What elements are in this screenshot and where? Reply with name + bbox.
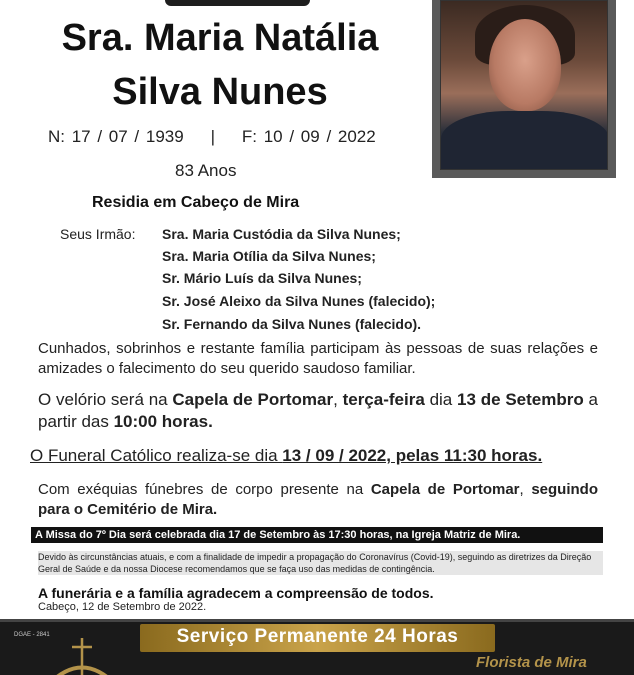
birth-death-dates: N: 17 / 07 / 1939 | F: 10 / 09 / 2022 [48, 127, 376, 146]
deceased-name-line1: Sra. Maria Natália [61, 17, 379, 59]
sibling-name: Sra. Maria Otília da Silva Nunes; [162, 248, 376, 264]
top-decorative-bar [165, 0, 310, 6]
florist-name: Florista de Mira [476, 654, 587, 671]
portrait-frame [432, 0, 616, 178]
sibling-name: Sra. Maria Custódia da Silva Nunes; [162, 226, 401, 242]
residence: Residia em Cabeço de Mira [92, 194, 300, 211]
sibling-name: Sr. José Aleixo da Silva Nunes (falecido); [162, 293, 436, 309]
place-date: Cabeço, 12 de Setembro de 2022. [38, 601, 207, 613]
siblings-label: Seus Irmão: [60, 226, 136, 242]
burial-notice: Com exéquias fúnebres de corpo presente na Capela de Portomar, seguindo para o Cemitério de Mira. [38, 481, 598, 518]
dgae-license: DGAE - 2841 [14, 632, 50, 638]
deceased-name-line2: Silva Nunes [112, 71, 328, 113]
sibling-name: Sr. Fernando da Silva Nunes (falecido). [162, 316, 422, 332]
thanks-message: A funerária e a família agradecem a compreensão de todos. [38, 585, 434, 601]
family-notice: Cunhados, sobrinhos e restante família participam às pessoas de suas relações e amizades o falecimento do seu querido saudoso familiar. [38, 340, 598, 377]
service-text: Serviço Permanente 24 Horas [176, 626, 459, 647]
covid-notice: Devido às circunstâncias atuais, e com a finalidade de impedir a propagação do Coronavírus (Covid-19), seguindo as diretrizes da Direção Geral de Saúde e da nossa Diocese recomendamos que se faça uso das medidas de contingência. [38, 551, 603, 575]
portrait-photo [440, 0, 608, 170]
sibling-name: Sr. Mário Luís da Silva Nunes; [162, 270, 362, 286]
wake-notice: O velório será na Capela de Portomar, terça-feira dia 13 de Setembro a partir das 10:00 horas. [38, 390, 598, 431]
age: 83 Anos [175, 161, 237, 180]
funeral-notice: O Funeral Católico realiza-se dia 13 / 09 / 2022, pelas 11:30 horas. [30, 446, 543, 465]
mass-notice: A Missa do 7º Dia será celebrada dia 17 de Setembro às 17:30 horas, na Igreja Matriz de Mira. [31, 527, 603, 543]
